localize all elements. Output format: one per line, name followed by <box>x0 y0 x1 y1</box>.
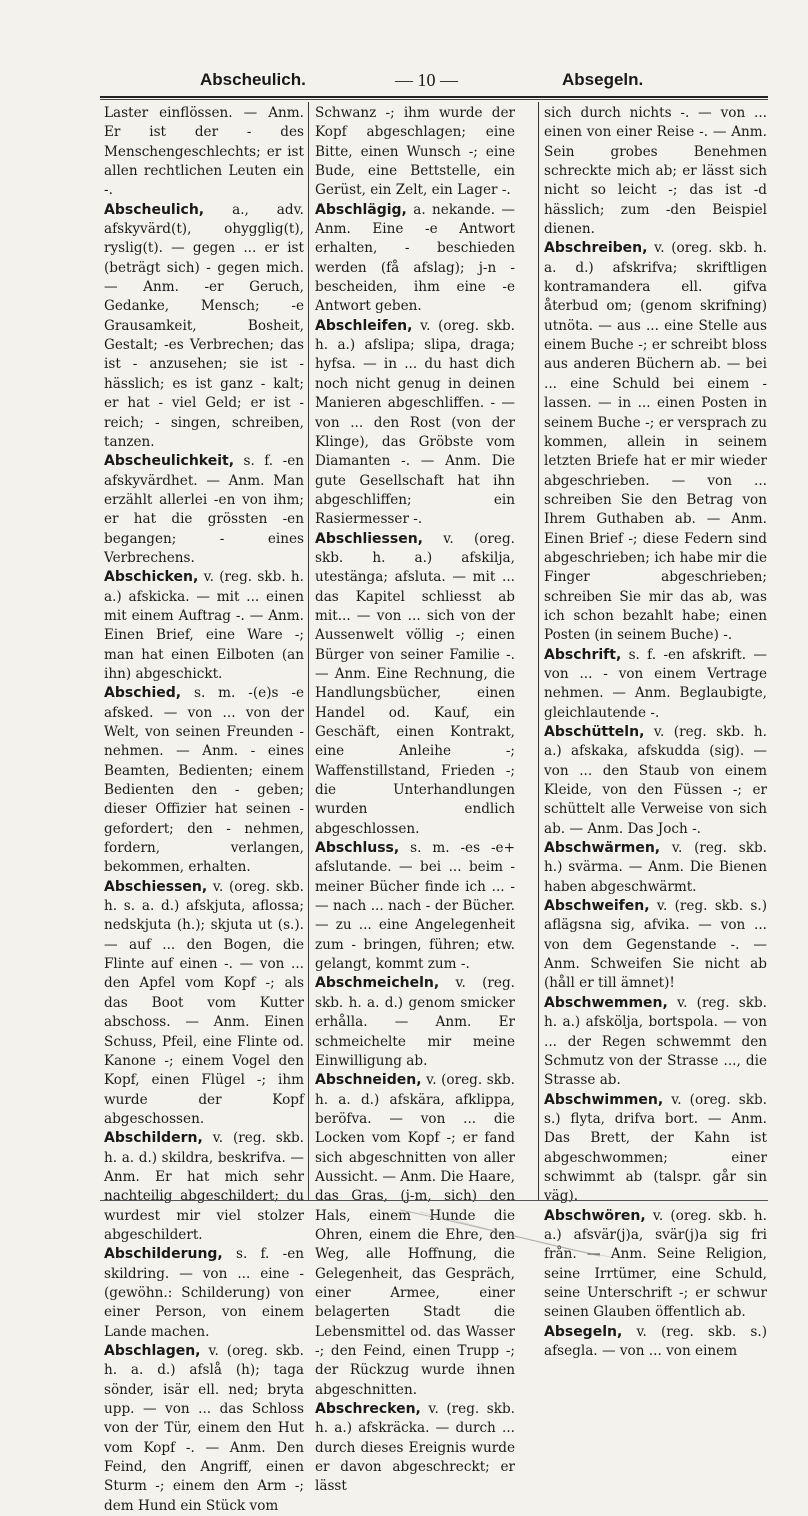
entry-text: v. (oreg. skb. s.) flyta, drifva bort. — Anm. Das Brett, der Kahn ist abgeschwommen; einer schwimmt ab (talspr. går sin väg). <box>544 1091 767 1205</box>
entry-headword: Abscheulich, <box>104 201 205 218</box>
entry-headword: Abschied, <box>104 685 182 702</box>
dictionary-entry <box>315 530 515 840</box>
dictionary-entry <box>104 878 304 1129</box>
entry-headword: Abschiessen, <box>104 878 208 895</box>
entry-headword: Absegeln, <box>544 1323 623 1340</box>
entry-text: v. (reg. skb. h. a.) afskaka, afskudda (sig). — von ... den Staub von einem Kleide, von den Füssen -; er schüttelt alle Verweise von sich ab. — Anm. Das Joch -. <box>544 724 767 837</box>
column-divider-2 <box>538 102 539 1200</box>
entry-headword: Abschrecken, <box>315 1401 421 1418</box>
entry-headword: Abschwärmen, <box>544 840 661 857</box>
entry-text: a. nekande. — Anm. Eine -e Antwort erhalten, - beschieden werden (få afslag); j-n - bescheiden, ihm eine -e Antwort geben. <box>315 201 515 315</box>
dictionary-entry <box>104 104 304 201</box>
header-rule-thin <box>100 99 768 100</box>
footer-rule <box>100 1200 768 1201</box>
entry-headword: Abschlägig, <box>315 201 407 218</box>
entry-headword: Abschweifen, <box>544 898 650 915</box>
dictionary-entry <box>104 1129 304 1245</box>
column-3 <box>544 104 768 1359</box>
entry-text: s. f. -en afskyvärdhet. — Anm. Man erzählt allerlei -en von ihm; er hat die grössten -en begangen; - eines Verbrechens. <box>104 453 304 566</box>
entry-headword: Abschneiden, <box>315 1072 422 1089</box>
dictionary-entry <box>544 1323 767 1362</box>
entry-text: v. (reg. skb. s.) afsegla. — von ... von einem <box>544 1323 767 1359</box>
entry-headword: Abschwimmen, <box>544 1091 664 1108</box>
entry-text: v. (reg. skb. h. a. d.) genom smicker erhålla. — Anm. Er schmeichelte mir meine Einwilligung ab. <box>315 975 515 1069</box>
entry-text: v. (oreg. skb. h. a. d.) afskära, afklippa, beröfva. — von ... die Locken vom Kopf -; er fand sich abgeschnitten von aller Aussicht. — Anm. Die Haare, das Gras, (j-m, sich) den Hals, einem Hunde die Ohren, einem die Ehre, den Weg, alle Hoffnung, die Gelegenheit, das Gespräch, einer Armee, einer belagerten Stadt die Lebensmittel od. das Wasser -; den Feind, einen Trupp -; der Rückzug wurde ihnen abgeschnitten. <box>315 1072 515 1398</box>
entry-text: v. (oreg. skb. h. a.) afskilja, utestänga; afsluta. — mit ... das Kapitel schliesst ab mit... — von ... sich von der Aussenwelt völlig -; einen Bürger von seiner Familie -. — Anm. Eine Rechnung, die Handlungsbücher, einen Handel od. Kauf, ein Geschäft, einen Kontrakt, eine Anleihe -; Waffenstillstand, Frieden -; die Unterhandlungen wurden endlich abgeschlossen. <box>315 530 515 837</box>
entry-text: v. (oreg. skb. h. a. d.) afskrifva; skriftligen kontramandera ell. gifva återbud om; (genom skrifning) utnöta. — aus ... eine Stelle aus einem Buche -; er schreibt bloss aus anderen Büchern ab. — bei ... eine Schuld bei einem - lassen. — in ... einen Posten in seinem Buche -; er versprach zu kommen, allein in seinem letzten Briefe hat er mir wieder abgeschrieben. — von ... schreiben Sie den Betrag von Ihrem Guthaben ab. — Anm. Einen Brief -; diese Federn sind abgeschrieben; ich habe mir die Finger abgeschrieben; schreiben Sie mir das ab, was ich schon bezahlt habe; einen Posten (in seinem Buche) -. <box>544 240 768 644</box>
entry-text: Laster einflössen. — Anm. Er ist der - des Menschengeschlechts; er ist allen rechtlichen Leuten ein -. <box>104 105 304 199</box>
dictionary-entry <box>315 104 515 201</box>
page-number: — 10 — <box>395 70 458 90</box>
header-last-word: Absegeln. <box>562 70 644 89</box>
dictionary-entry <box>315 201 515 317</box>
entry-text: v. (reg. skb. s.) aflägsna sig, afvika. — von ... von dem Gegenstande -. — Anm. Schweifen Sie nicht ab (håll er till ämnet)! <box>544 898 767 992</box>
dictionary-entry <box>544 897 767 994</box>
entry-text: s. m. -(e)s -e afsked. — von ... von der Welt, von seinen Freunden - nehmen. — Anm. - eines Beamten, Bedienten; einem Bedienten den - geben; dieser Offizier hat seinen - gefordert; den - nehmen, fordern, verlangen, bekommen, erhalten. <box>104 685 304 876</box>
dictionary-entry <box>104 1342 304 1516</box>
entry-headword: Abschliessen, <box>315 530 423 547</box>
entry-headword: Abschütteln, <box>544 724 645 740</box>
entry-text: v. (reg. skb. h.) svärma. — Anm. Die Bienen haben abgeschwärmt. <box>544 840 767 895</box>
dictionary-entry <box>104 568 304 684</box>
entry-text: s. m. -es -e+ afslutande. — bei ... beim - meiner Bücher finde ich ... - — nach ... nach - der Bücher. — zu ... eine Angelegenheit zum - bringen, führen; etw. gelangt, kommt zum -. <box>315 840 515 973</box>
dictionary-entry <box>544 994 767 1091</box>
entry-text: v. (oreg. skb. h. a.) afslipa; slipa, draga; hyfsa. — in ... du hast dich noch nicht genug in deinen Manieren abgeschliffen. - — von ... den Rost (von der Klinge), das Gröbste vom Diamanten -. — Anm. Die gute Gesellschaft hat ihn abgeschliffen; ein Rasiermesser -. <box>315 317 515 528</box>
dictionary-entry <box>315 839 515 974</box>
entry-text: v. (reg. skb. h. a. d.) skildra, beskrifva. — Anm. Er hat mich sehr nachteilig abgeschildert; du wurdest mir viel stolzer abgeschildert. <box>104 1130 304 1243</box>
entry-text: v. (oreg. skb. h. s. a. d.) afskjuta, aflossa; nedskjuta (h.); skjuta ut (s.). — auf ... den Bogen, die Flinte auf einen -. — von ... den Apfel vom Kopf -; als das Boot vom Kutter abschoss. — Anm. Einen Schuss, Pfeil, eine Flinte od. Kanone -; einem Vogel den Kopf, einen Flügel -; ihm wurde der Kopf abgeschossen. <box>104 878 304 1127</box>
entry-text: Schwanz -; ihm wurde der Kopf abgeschlagen; eine Bitte, einen Wunsch -; eine Bude, eine Bettstelle, ein Gerüst, ein Zelt, ein Lager -. <box>315 105 515 199</box>
dictionary-entry <box>104 201 304 452</box>
entry-text: v. (oreg. skb. h. a. d.) afslå (h); taga sönder, isär ell. ned; bryta upp. — von ... das Schloss von der Tür, einem den Hut vom Kopf -. — Anm. Den Feind, den Angriff, einen Sturm -; einem den Arm -; dem Hund ein Stück vom <box>104 1343 304 1514</box>
dictionary-entry <box>104 452 304 568</box>
column-2 <box>315 104 515 1495</box>
entry-text: v. (oreg. skb. h. a.) afsvär(j)a, svär(j)a sig fri från. — Anm. Seine Religion, seine Irrtümer, eine Schuld, seine Unterschrift -; er schwur seinen Glauben öffentlich ab. <box>544 1207 767 1321</box>
entry-headword: Abschmeicheln, <box>315 975 440 992</box>
entry-headword: Abschlagen, <box>104 1343 201 1359</box>
entry-text: s. f. -en afskrift. — von ... - von einem Vertrage nehmen. — Anm. Beglaubigte, gleichlautende -. <box>544 646 767 721</box>
dictionary-entry <box>544 646 767 723</box>
entry-headword: Abschreiben, <box>544 240 648 257</box>
dictionary-entry <box>544 839 767 897</box>
dictionary-entry <box>544 104 767 239</box>
entry-text: v. (reg. skb. h. a.) afskicka. — mit ... einen mit einem Auftrag -. — Anm. Einen Brief, eine Ware -; man hat einen Eilboten (an ihn) abgeschickt. <box>104 569 304 682</box>
entry-text: sich durch nichts -. — von ... einen von einer Reise -. — Anm. Sein grobes Benehmen schreckte mich ab; er lässt sich nicht so leicht -; das ist -d hässlich; zum -den Beispiel dienen. <box>544 105 767 238</box>
column-1 <box>104 104 305 1514</box>
entry-headword: Abschluss, <box>315 840 400 857</box>
entry-headword: Abschrift, <box>544 646 622 663</box>
header-first-word: Abscheulich. <box>200 70 306 89</box>
ink-smudge <box>400 1208 620 1258</box>
entry-headword: Abscheulichkeit, <box>104 453 235 470</box>
entry-text: v. (reg. skb. h. a.) afskölja, bortspola. — von ... der Regen schwemmt den Schmutz von der Strasse ..., die Strasse ab. <box>544 994 767 1089</box>
entry-headword: Abschwemmen, <box>544 994 668 1011</box>
entry-text: s. f. -en skildring. — von ... eine - (gewöhn.: Schilderung) von einer Person, von einem Lande machen. <box>104 1246 304 1340</box>
entry-headword: Abschleifen, <box>315 317 413 334</box>
dictionary-entry <box>104 684 304 877</box>
dictionary-entry <box>315 974 515 1071</box>
entry-headword: Abschwören, <box>544 1207 646 1224</box>
entry-headword: Abschilderung, <box>104 1246 223 1263</box>
running-header <box>100 70 680 94</box>
column-divider-1 <box>308 102 309 1200</box>
dictionary-entry <box>315 1400 515 1497</box>
entry-headword: Abschicken, <box>104 569 199 586</box>
dictionary-entry <box>315 317 515 530</box>
dictionary-entry <box>104 1245 304 1342</box>
entry-headword: Abschildern, <box>104 1130 203 1147</box>
entry-text: a., adv. afskyvärd(t), ohygglig(t), ryslig(t). — gegen ... er ist (beträgt sich) - gegen mich. — Anm. -er Geruch, Gedanke, Mensch; -e Grausamkeit, Bosheit, Gestalt; -es Verbrechen; das ist - anzusehen; sie ist - hässlich; es ist ganz - kalt; er hat - viel Geld; er ist - reich; - singen, schreiben, tanzen. <box>104 201 305 450</box>
dictionary-entry <box>544 239 767 645</box>
dictionary-entry <box>544 1091 767 1207</box>
header-rule <box>100 96 768 98</box>
dictionary-entry <box>544 723 767 839</box>
entry-text: v. (reg. skb. h. a.) afskräcka. — durch ... durch dieses Ereignis wurde er davon abgeschreckt; er lässt <box>315 1401 515 1495</box>
